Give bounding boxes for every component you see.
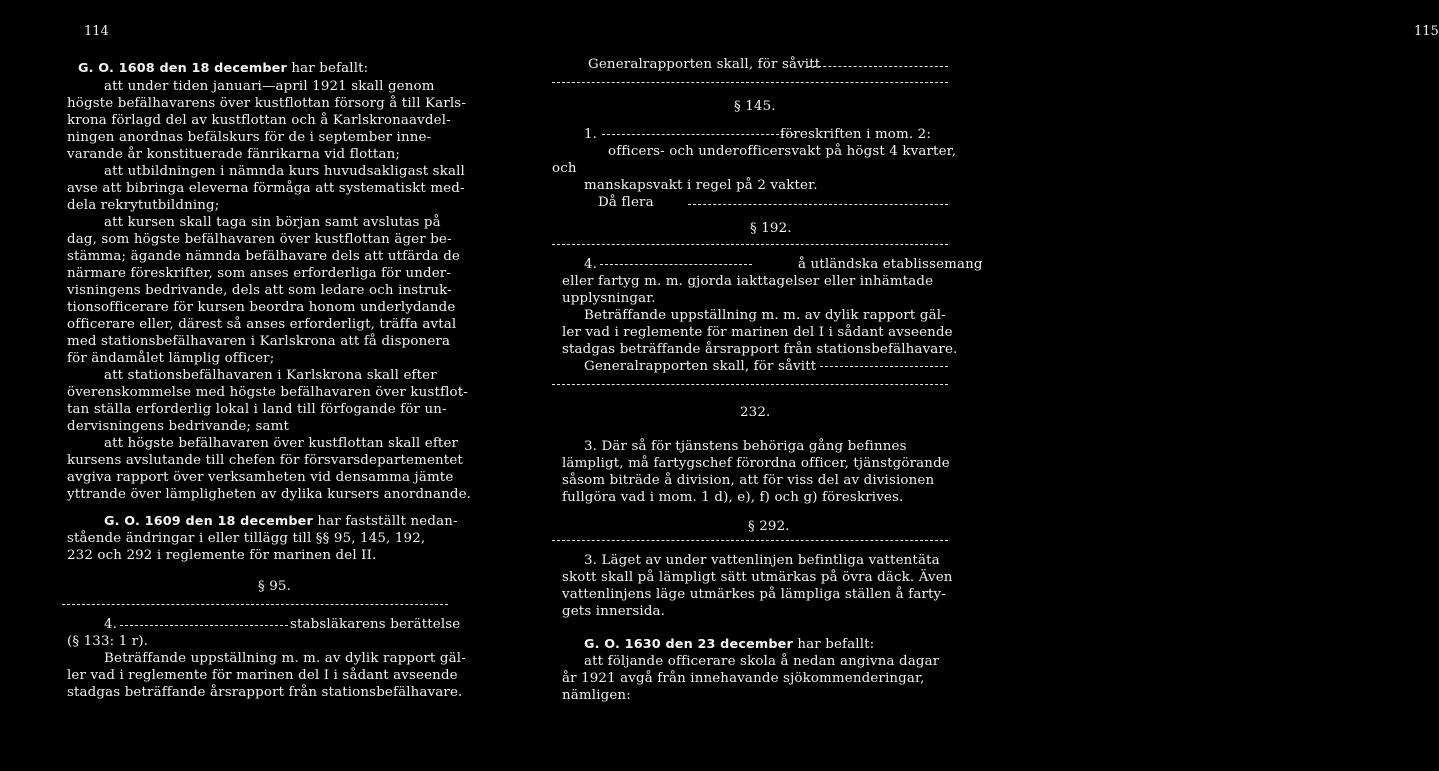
text-line	[104, 616, 461, 633]
text-line	[67, 469, 453, 486]
line-text: lämpligt, må fartygschef förordna officer, tjänstgörande	[562, 456, 950, 471]
text-line	[562, 569, 953, 586]
line-text: visningens bedrivande, dels att som ledare och instruk-	[67, 283, 452, 298]
order-heading: G. O. 1608 den 18 december	[78, 61, 287, 76]
text-line	[598, 194, 654, 211]
line-text: att kursen skall taga sin början samt avslutas på	[104, 215, 441, 230]
text-line	[562, 603, 665, 620]
text-line	[67, 180, 465, 197]
line-text: (§ 133: 1 r).	[67, 634, 149, 649]
text-line	[584, 358, 816, 375]
text-line	[562, 290, 656, 307]
order-heading: G. O. 1630 den 23 december	[584, 637, 793, 652]
text-line	[562, 586, 946, 603]
omission-dashes	[552, 540, 948, 541]
text-line	[562, 489, 903, 506]
line-text: högste befälhavarens över kustflottan försorg å till Karls-	[67, 96, 466, 111]
text-line	[584, 636, 874, 653]
text-line	[608, 143, 956, 160]
text-line	[104, 650, 466, 667]
text-line	[67, 530, 425, 547]
text-line	[750, 220, 792, 237]
line-text: ningen anordnas befälskurs för de i september inne-	[67, 130, 432, 145]
text-line	[67, 112, 451, 129]
line-text: Då flera	[598, 195, 654, 210]
text-line	[552, 160, 577, 177]
line-text: gets innersida.	[562, 604, 666, 619]
text-line	[67, 384, 468, 401]
line-text: att under tiden januari—april 1921 skall genom	[104, 79, 435, 94]
line-text: skott skall på lämpligt sätt utmärkas på övra däck. Även	[562, 570, 953, 585]
line-text: dela rekrytutbildning;	[67, 198, 220, 213]
text-line	[78, 60, 368, 77]
page-number: 114	[84, 24, 109, 39]
omission-dashes	[602, 134, 794, 135]
order-heading: G. O. 1609 den 18 december	[104, 514, 313, 529]
text-line	[67, 248, 460, 265]
text-line	[258, 578, 291, 595]
text-line	[562, 341, 957, 358]
line-text: att följande officerare skola å nedan angivna dagar	[584, 654, 940, 669]
text-line	[67, 231, 452, 248]
text-line	[67, 299, 455, 316]
omission-dashes	[600, 264, 752, 265]
line-text: stadgas beträffande årsrapport från stationsbefälhavare.	[562, 342, 958, 357]
text-line	[748, 518, 790, 535]
line-text-continued: föreskriften i mom. 2:	[780, 127, 931, 142]
text-line	[562, 273, 933, 290]
text-line	[67, 350, 274, 367]
line-text: överenskommelse med högste befälhavaren över kustflot-	[67, 385, 468, 400]
text-line	[734, 98, 776, 115]
text-line	[584, 256, 983, 273]
text-line	[562, 455, 950, 472]
line-text: vattenlinjens läge utmärkes på lämpliga ställen å farty-	[562, 587, 946, 602]
line-text: avse att bibringa eleverna förmåga att systematiskt med-	[67, 181, 465, 196]
line-text: 3. Där så för tjänstens behöriga gång befinnes	[584, 439, 907, 454]
text-line	[67, 95, 466, 112]
line-text-continued: å utländska etablissemang	[798, 257, 983, 272]
text-line	[584, 653, 939, 670]
text-line	[588, 56, 820, 73]
line-text: 3. Läget av under vattenlinjen befintliga vattentäta	[584, 553, 940, 568]
omission-dashes	[820, 366, 948, 367]
line-text: § 95.	[258, 579, 291, 594]
line-text: dag, som högste befälhavaren över kustflottan äger be-	[67, 232, 452, 247]
line-text: fullgöra vad i mom. 1 d), e), f) och g) föreskrives.	[562, 490, 904, 505]
text-line	[67, 129, 431, 146]
line-text: Beträffande uppställning m. m. av dylik rapport gäl-	[104, 651, 466, 666]
line-text: upplysningar.	[562, 291, 656, 306]
right-page	[512, 0, 1439, 771]
text-line	[67, 197, 219, 214]
line-text: har befallt:	[286, 61, 369, 76]
text-line	[104, 435, 458, 452]
line-text: Generalrapporten skall, för såvitt	[588, 57, 821, 72]
line-text: tionsofficerare för kursen beordra honom underlydande	[67, 300, 456, 315]
text-line	[67, 633, 148, 650]
text-line	[584, 438, 907, 455]
left-page	[0, 0, 512, 771]
line-text: ler vad i reglemente för marinen del I i sådant avseende	[67, 668, 458, 683]
text-line	[584, 126, 931, 143]
omission-dashes	[552, 82, 948, 83]
line-text: yttrande över lämpligheten av dylika kursers anordnande.	[67, 487, 472, 502]
text-line	[67, 333, 450, 350]
text-line	[104, 214, 441, 231]
line-text: dervisningens bedrivande; samt	[67, 419, 290, 434]
text-line	[67, 282, 452, 299]
omission-dashes	[552, 384, 948, 385]
line-text: ler vad i reglemente för marinen del I i sådant avseende	[562, 325, 953, 340]
line-text-continued: stabsläkarens berättelse	[290, 617, 461, 632]
line-text: Generalrapporten skall, för såvitt	[584, 359, 817, 374]
text-line	[584, 307, 946, 324]
line-text: har fastställt nedan-	[312, 514, 458, 529]
text-line	[67, 547, 376, 564]
text-line	[584, 552, 940, 569]
text-line	[104, 513, 458, 530]
line-text: att högste befälhavaren över kustflottan skall efter	[104, 436, 459, 451]
line-text: stående ändringar i eller tillägg till §§ 95, 145, 192,	[67, 531, 426, 546]
line-text: för ändamålet lämplig officer;	[67, 351, 275, 366]
line-text: stadgas beträffande årsrapport från stationsbefälhavare.	[67, 685, 463, 700]
line-text: 4.	[584, 257, 598, 272]
line-text: har befallt:	[792, 637, 875, 652]
text-line	[67, 265, 451, 282]
line-text: tan ställa erforderlig lokal i land till förfogande för un-	[67, 402, 447, 417]
omission-dashes	[808, 66, 948, 67]
line-text: såsom biträde å division, att för viss del av divisionen	[562, 473, 935, 488]
text-line	[562, 472, 934, 489]
line-text: närmare föreskrifter, som anses erforderliga för under-	[67, 266, 452, 281]
line-text: § 292.	[748, 519, 790, 534]
page-number: 115	[1414, 24, 1439, 39]
text-line	[67, 401, 447, 418]
line-text: 4.	[104, 617, 118, 632]
text-line	[67, 684, 462, 701]
line-text: eller fartyg m. m. gjorda iakttagelser eller inhämtade	[562, 274, 934, 289]
text-line	[584, 177, 818, 194]
text-line	[104, 78, 435, 95]
line-text: krona förlagd del av kustflottan och å Karlskronaavdel-	[67, 113, 451, 128]
text-line	[67, 452, 463, 469]
line-text: Beträffande uppställning m. m. av dylik rapport gäl-	[584, 308, 946, 323]
line-text: kursens avslutande till chefen för försvarsdepartementet	[67, 453, 463, 468]
line-text: § 192.	[750, 221, 792, 236]
text-line	[740, 404, 770, 421]
line-text: officers- och underofficersvakt på högst 4 kvarter,	[608, 144, 957, 159]
line-text: avgiva rapport över verksamheten vid densamma jämte	[67, 470, 454, 485]
omission-dashes	[552, 244, 948, 245]
text-line	[104, 367, 437, 384]
line-text: varande år konstituerade fänrikarna vid flottan;	[67, 147, 401, 162]
text-line	[562, 687, 631, 704]
line-text: § 145.	[734, 99, 776, 114]
line-text: att stationsbefälhavaren i Karlskrona skall efter	[104, 368, 437, 383]
text-line	[67, 146, 400, 163]
line-text: nämligen:	[562, 688, 631, 703]
line-text: 232.	[740, 405, 771, 420]
text-line	[562, 670, 925, 687]
text-line	[67, 316, 456, 333]
line-text: 1.	[584, 127, 598, 142]
line-text: med stationsbefälhavaren i Karlskrona att få disponera	[67, 334, 451, 349]
line-text: 232 och 292 i reglemente för marinen del II.	[67, 548, 377, 563]
text-line	[104, 163, 465, 180]
text-line	[562, 324, 953, 341]
line-text: att utbildningen i nämnda kurs huvudsakligast skall	[104, 164, 465, 179]
omission-dashes	[62, 604, 448, 605]
text-line	[67, 486, 471, 503]
text-line	[67, 667, 458, 684]
omission-dashes	[120, 625, 288, 626]
line-text: år 1921 avgå från innehavande sjökommenderingar,	[562, 671, 925, 686]
line-text: och	[552, 161, 577, 176]
omission-dashes	[688, 204, 948, 205]
line-text: officerare eller, därest så anses erforderligt, träffa avtal	[67, 317, 457, 332]
line-text: manskapsvakt i regel på 2 vakter.	[584, 178, 818, 193]
text-line	[67, 418, 289, 435]
line-text: stämma; ägande nämnda befälhavare dels att utfärda de	[67, 249, 461, 264]
